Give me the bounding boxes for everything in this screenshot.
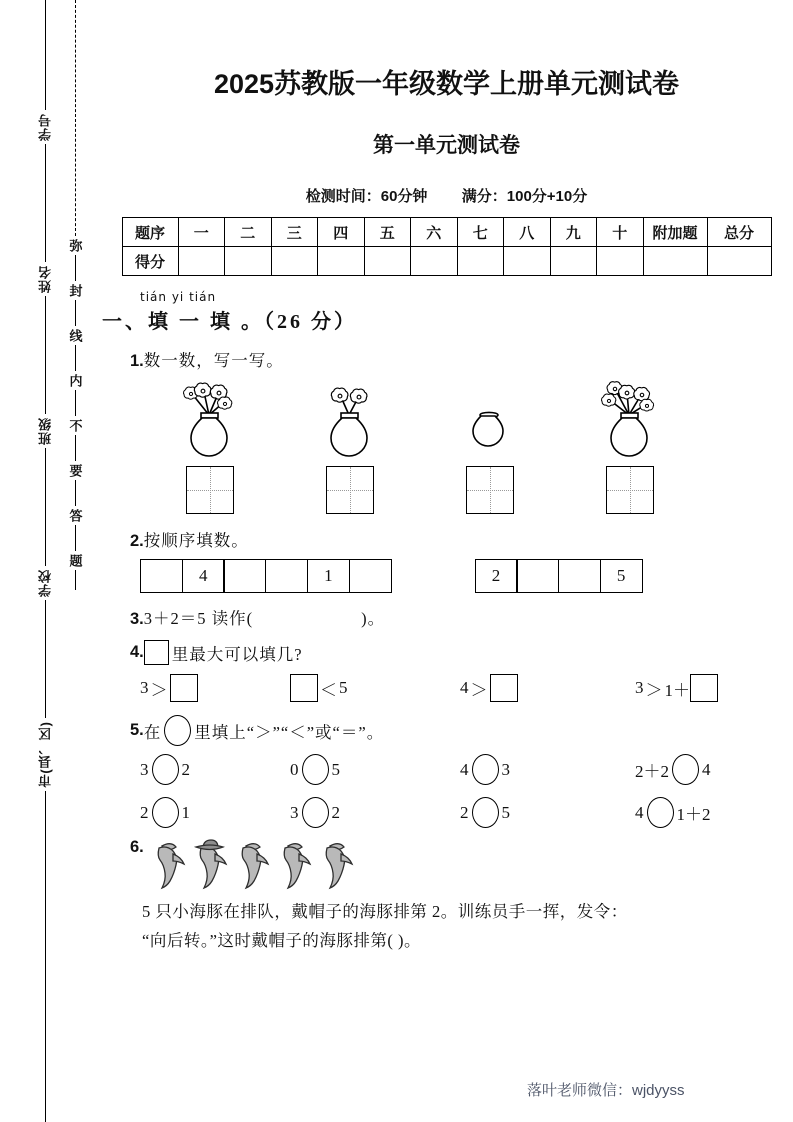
question-1 — [100, 347, 793, 371]
score-cell-2[interactable] — [225, 247, 272, 276]
col-header-2: 二 — [225, 218, 272, 247]
sequence-cell[interactable] — [349, 559, 392, 593]
tianzige-answer-box-1[interactable] — [186, 466, 234, 514]
tianzige-answer-box-4[interactable] — [606, 466, 654, 514]
score-cell-9[interactable] — [550, 247, 597, 276]
section-title: 一、填 一 填 。（26 分） — [102, 311, 357, 333]
q5-left: 2 — [460, 802, 469, 822]
watermark-text: 落叶老师微信：wjdyyss — [527, 1082, 685, 1099]
tianzige-answer-box-2[interactable] — [326, 466, 374, 514]
vase-with-5-flowers-icon — [591, 377, 669, 457]
q5-right: 5 — [331, 759, 340, 779]
student-info-column — [28, 0, 62, 1122]
question-6-number: 6. — [130, 838, 144, 856]
q4-item-4-op: ＞ — [645, 680, 663, 700]
seal-char-3: 内 — [67, 374, 83, 387]
sequence-row — [100, 559, 793, 593]
question-1-number: 1. — [130, 352, 144, 370]
sequence-cell[interactable]: 5 — [600, 559, 643, 593]
q5-left: 3 — [290, 802, 299, 822]
sequence-cell[interactable] — [265, 559, 308, 593]
q5-right: 3 — [501, 759, 510, 779]
row-header-tixu: 题序 — [122, 218, 178, 247]
q5-answer-circle[interactable] — [472, 754, 499, 785]
question-3 — [100, 605, 793, 629]
question-5-text-a: 在 — [143, 722, 162, 742]
col-header-6: 六 — [411, 218, 458, 247]
score-cell-5[interactable] — [364, 247, 411, 276]
q4-item-3-left: 4 — [460, 678, 469, 697]
q5-right: 4 — [702, 759, 711, 779]
question-3-text: 3＋2＝5 读作( — [143, 609, 254, 628]
q5-right: 2 — [181, 759, 190, 779]
dolphin-with-hat-icon — [190, 838, 230, 890]
sequence-cell[interactable] — [223, 559, 266, 593]
dolphin-icon — [148, 838, 188, 890]
q4-item-2-answer-box[interactable] — [290, 674, 318, 702]
q5-item — [290, 797, 460, 828]
section-pinyin: tián yi tián — [140, 290, 217, 304]
seal-char-5: 要 — [67, 464, 83, 477]
sequence-cell[interactable] — [140, 559, 183, 593]
col-header-1: 一 — [178, 218, 225, 247]
q4-item-2-right: 5 — [339, 678, 348, 697]
q4-item-1-left: 3 — [140, 678, 149, 697]
exam-time-label: 检测时间：60分钟 — [305, 188, 428, 205]
q4-item-4-left: 3 — [635, 678, 644, 697]
score-cell-1[interactable] — [178, 247, 225, 276]
q5-item — [140, 754, 290, 785]
q5-answer-circle[interactable] — [302, 754, 329, 785]
score-cell-10[interactable] — [597, 247, 644, 276]
question-2-text: 按顺序填数。 — [143, 531, 249, 550]
vase-with-2-flowers-icon — [311, 377, 389, 457]
q5-left: 2 — [140, 802, 149, 822]
score-cell-6[interactable] — [411, 247, 458, 276]
col-header-7: 七 — [457, 218, 504, 247]
col-header-9: 九 — [550, 218, 597, 247]
seal-char-0: 弥 — [67, 239, 83, 252]
q4-item-3 — [460, 674, 635, 702]
table-row-header — [122, 218, 771, 247]
margin-label-xingming: 姓名 — [37, 265, 53, 293]
score-cell-4[interactable] — [318, 247, 365, 276]
dolphin-illustration — [148, 838, 356, 890]
margin-label-banji: 班级 — [37, 417, 53, 445]
question-2-number: 2. — [130, 532, 144, 550]
vase-with-4-flowers-icon — [171, 377, 249, 457]
exam-score-label: 满分：100分+10分 — [461, 188, 588, 205]
q5-left: 2＋2 — [635, 762, 669, 781]
vase-group-2 — [280, 377, 420, 514]
col-header-5: 五 — [364, 218, 411, 247]
exam-page — [100, 0, 793, 1122]
sequence-cell[interactable]: 2 — [475, 559, 518, 593]
sequence-cell[interactable] — [516, 559, 559, 593]
seal-char-6: 答 — [67, 509, 83, 522]
vase-group-1 — [140, 377, 280, 514]
page-title: 2025苏教版一年级数学上册单元测试卷 — [213, 69, 680, 99]
q5-item — [460, 797, 635, 828]
question-3-text-tail: )。 — [361, 609, 386, 628]
q5-answer-circle[interactable] — [672, 754, 699, 785]
question-5-number: 5. — [130, 721, 144, 739]
question-3-number: 3. — [130, 610, 144, 628]
q5-left: 3 — [140, 759, 149, 779]
q5-item — [460, 754, 635, 785]
q5-right: 5 — [501, 802, 510, 822]
margin-label-shi-xian-qu: 市(县、区) — [37, 721, 53, 788]
question-5-row-1 — [100, 754, 793, 785]
question-6-line-2: “向后转。”这时戴帽子的海豚排第( )。 — [142, 930, 422, 950]
question-4-items — [100, 674, 793, 702]
q5-left: 0 — [290, 759, 299, 779]
score-cell-3[interactable] — [271, 247, 318, 276]
q5-right: 1＋2 — [676, 805, 711, 824]
question-5 — [100, 715, 793, 746]
question-4-text: 里最大可以填几? — [171, 644, 303, 664]
col-header-3: 三 — [271, 218, 318, 247]
q5-item — [290, 754, 460, 785]
seal-char-4: 不 — [67, 419, 83, 432]
seal-char-2: 线 — [67, 329, 83, 342]
hat-icon — [196, 840, 223, 850]
question-2 — [100, 527, 793, 551]
q4-item-1-op: ＞ — [150, 680, 168, 700]
question-6-line-1: 5 只小海豚在排队，戴帽子的海豚排第 2。训练员手一挥，发令： — [142, 902, 628, 921]
dolphin-icon — [316, 838, 356, 890]
q5-left: 4 — [635, 802, 644, 822]
section-one-heading — [100, 290, 793, 334]
question-6 — [100, 838, 793, 890]
q5-right: 2 — [331, 802, 340, 822]
q5-right: 1 — [181, 802, 190, 822]
q4-item-1 — [140, 674, 290, 702]
sequence-strip-1 — [140, 559, 392, 593]
q5-item — [140, 797, 290, 828]
question-5-text-b: 里填上“＞”“＜”或“＝”。 — [194, 722, 385, 742]
q4-item-4 — [635, 674, 718, 702]
vase-group-4 — [560, 377, 700, 514]
question-5-row-2 — [100, 797, 793, 828]
row-header-defen: 得分 — [122, 247, 178, 276]
margin-label-xuexiao: 学校 — [37, 569, 53, 597]
question-4-number: 4. — [130, 643, 144, 661]
vase-group-3 — [420, 377, 560, 514]
score-cell-7[interactable] — [457, 247, 504, 276]
question-4-inline-box[interactable] — [144, 640, 169, 665]
sealing-margin — [0, 0, 100, 1122]
col-header-4: 四 — [318, 218, 365, 247]
vase-with-0-flowers-icon — [451, 377, 529, 457]
q4-item-2 — [290, 674, 460, 702]
q5-answer-circle[interactable] — [647, 797, 674, 828]
score-cell-bonus[interactable] — [643, 247, 707, 276]
col-header-total: 总分 — [707, 218, 771, 247]
sequence-strip-2 — [475, 559, 643, 593]
dolphin-icon — [274, 838, 314, 890]
sequence-cell[interactable]: 4 — [182, 559, 225, 593]
score-cell-total[interactable] — [707, 247, 771, 276]
sequence-cell[interactable]: 1 — [307, 559, 350, 593]
question-1-text: 数一数，写一写。 — [143, 351, 284, 370]
score-table — [122, 217, 772, 276]
dolphin-icon — [232, 838, 272, 890]
q5-item — [635, 754, 711, 785]
score-cell-8[interactable] — [504, 247, 551, 276]
table-row-scores — [122, 247, 771, 276]
margin-label-xuehao: 学号 — [37, 113, 53, 141]
sealing-line-column — [58, 0, 92, 1122]
seal-char-7: 题 — [67, 554, 83, 567]
q4-item-3-op: ＞ — [470, 680, 488, 700]
q4-item-1-answer-box[interactable] — [170, 674, 198, 702]
sequence-cell[interactable] — [558, 559, 601, 593]
q5-left: 4 — [460, 759, 469, 779]
question-6-text — [100, 898, 793, 956]
seal-char-1: 封 — [67, 284, 83, 297]
q5-answer-circle[interactable] — [302, 797, 329, 828]
q4-item-3-answer-box[interactable] — [490, 674, 518, 702]
col-header-10: 十 — [597, 218, 644, 247]
q5-answer-circle[interactable] — [152, 797, 179, 828]
q5-answer-circle[interactable] — [472, 797, 499, 828]
tianzige-answer-box-3[interactable] — [466, 466, 514, 514]
page-subtitle: 第一单元测试卷 — [373, 134, 520, 157]
exam-meta — [100, 185, 793, 206]
q5-answer-circle[interactable] — [152, 754, 179, 785]
vase-illustration-row — [100, 377, 793, 514]
q4-item-2-op: ＜ — [320, 680, 337, 700]
question-5-inline-circle[interactable] — [164, 715, 191, 746]
col-header-8: 八 — [504, 218, 551, 247]
q4-item-4-right: 1＋ — [664, 680, 690, 700]
col-header-bonus: 附加题 — [643, 218, 707, 247]
q4-item-4-answer-box[interactable] — [690, 674, 718, 702]
q5-item — [635, 797, 711, 828]
question-4 — [100, 640, 793, 665]
